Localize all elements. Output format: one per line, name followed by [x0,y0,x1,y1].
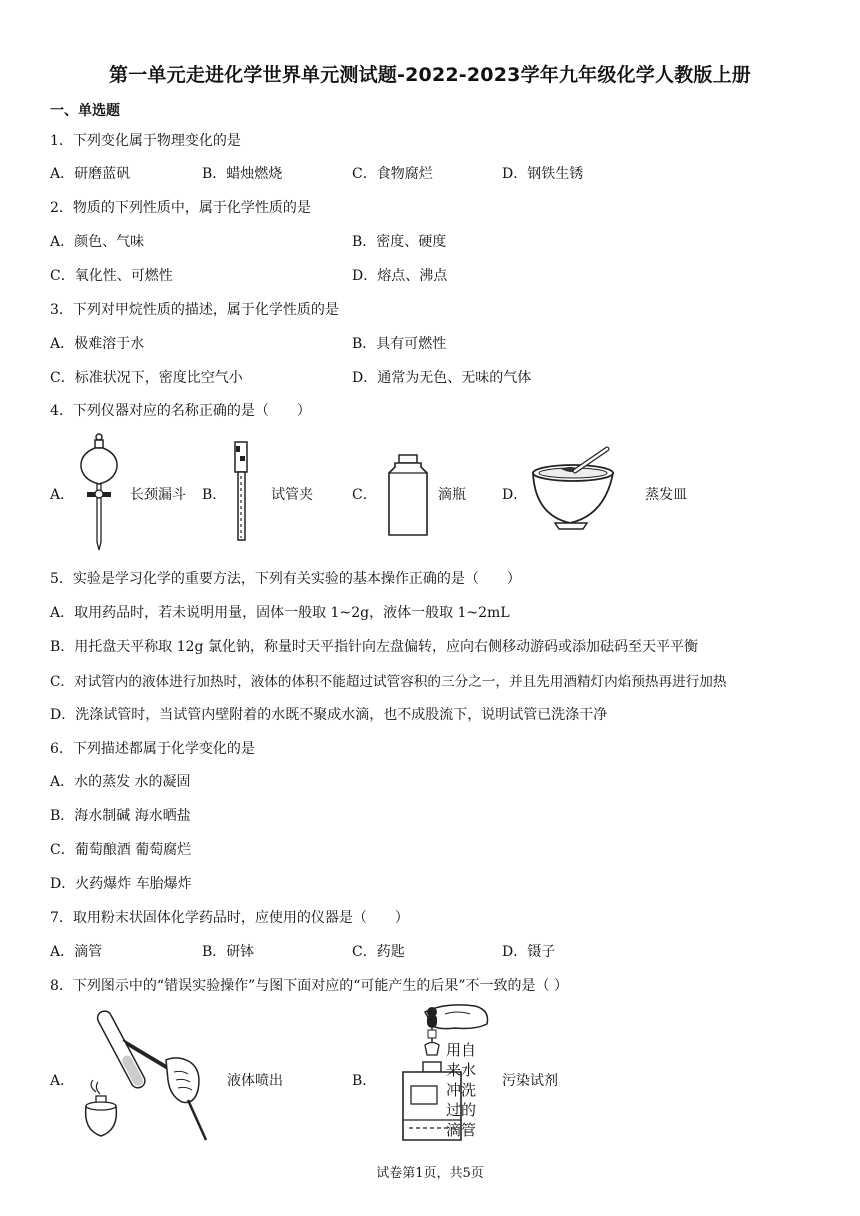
q3-option-b: B．具有可燃性 [352,336,447,352]
q4-option-b: B． [202,487,227,503]
q4-option-d: D． [502,487,528,503]
q7-option-d: D．镊子 [502,944,556,960]
q8-consequence-a: 液体喷出 [227,1073,283,1089]
q5-option-a: A．取用药品时，若未说明用量，固体一般取 1~2g，液体一般取 1~2mL [50,605,510,621]
question-4-stem: 4．下列仪器对应的名称正确的是（ ） [50,403,311,419]
q4-name-d: 蒸发皿 [645,487,687,503]
q1-option-d: D．钢铁生锈 [502,166,584,182]
question-1-stem: 1．下列变化属于物理变化的是 [50,133,241,149]
heating-test-tube-image [78,1000,218,1150]
q4-name-a: 长颈漏斗 [130,487,186,503]
q6-option-d: D．火药爆炸 车胎爆炸 [50,876,192,892]
q2-option-c: C．氧化性、可燃性 [50,268,173,284]
q1-option-b: B．蜡烛燃烧 [202,166,283,182]
q2-option-b: B．密度、硬度 [352,234,447,250]
dropper-note-line-1: 用自 [446,1041,477,1059]
q4-option-c: C． [352,487,377,503]
q1-option-a: A．研磨蓝矾 [50,166,131,182]
q3-option-a: A．极难溶于水 [50,336,145,352]
q7-option-b: B．研钵 [202,944,255,960]
q4-name-b: 试管夹 [271,487,313,503]
q6-option-a: A．水的蒸发 水的凝固 [50,774,191,790]
question-2-stem: 2．物质的下列性质中，属于化学性质的是 [50,200,311,216]
q6-option-c: C．葡萄酿酒 葡萄腐烂 [50,842,192,858]
q3-option-c: C．标准状况下，密度比空气小 [50,370,243,386]
q6-option-b: B．海水制碱 海水晒盐 [50,808,191,824]
dropper-note-line-4: 过的 [446,1101,477,1119]
q5-option-b: B．用托盘天平称取 12g 氯化钠，称量时天平指针向左盘偏转，应向右侧移动游码或添加砝码至天平平衡 [50,639,698,655]
separatory-funnel-image [75,432,125,552]
wide-mouth-bottle-image [385,453,431,538]
section-heading: 一、单选题 [50,103,120,119]
question-8-stem: 8．下列图示中的“错误实验操作”与图下面对应的“可能产生的后果”不一致的是（ ） [50,978,568,994]
page-footer: 试卷第1页，共5页 [376,1166,484,1181]
test-tube-clamp-image [230,438,255,543]
dropper-note-line-5: 滴管 [446,1121,477,1139]
question-5-stem: 5．实验是学习化学的重要方法，下列有关实验的基本操作正确的是（ ） [50,571,521,587]
q4-name-c: 滴瓶 [438,487,466,503]
q4-option-a: A． [50,487,75,503]
dropper-note [446,1040,486,1140]
q5-option-c: C．对试管内的液体进行加热时，液体的体积不能超过试管容积的三分之一，并且先用酒精灯内焰预热再进行加热 [50,674,727,690]
question-3-stem: 3．下列对甲烷性质的描述，属于化学性质的是 [50,302,339,318]
q1-option-c: C．食物腐烂 [352,166,433,182]
q8-option-b: B． [352,1073,377,1089]
q2-option-a: A．颜色、气味 [50,234,145,250]
q8-option-a: A． [50,1073,75,1089]
q5-option-d: D．洗涤试管时，当试管内壁附着的水既不聚成水滴，也不成股流下，说明试管已洗涤干净 [50,707,608,723]
mortar-and-pestle-image [525,445,620,530]
page-title: 第一单元走进化学世界单元测试题-2022-2023学年九年级化学人教版上册 [109,64,751,86]
question-7-stem: 7．取用粉末状固体化学药品时，应使用的仪器是（ ） [50,910,409,926]
question-6-stem: 6．下列描述都属于化学变化的是 [50,741,255,757]
q7-option-a: A．滴管 [50,944,103,960]
dropper-note-line-2: 来水 [446,1061,477,1079]
q3-option-d: D．通常为无色、无味的气体 [352,370,532,386]
dropper-note-line-3: 冲洗 [446,1081,477,1099]
q8-consequence-b: 污染试剂 [502,1073,558,1089]
q7-option-c: C．药匙 [352,944,405,960]
q2-option-d: D．熔点、沸点 [352,268,448,284]
